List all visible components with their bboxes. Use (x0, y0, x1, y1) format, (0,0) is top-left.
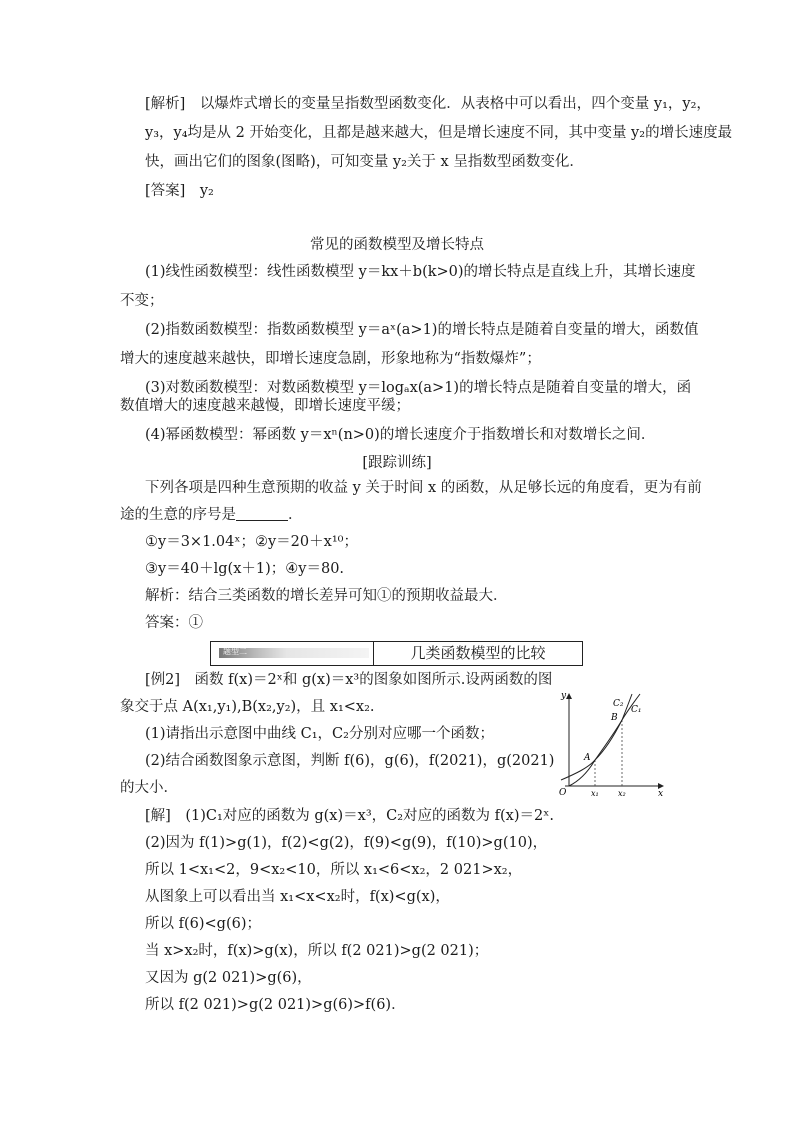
model-exponential-line-2: 增大的速度越来越快，即增长速度急剧，形象地称为“指数爆炸”； (120, 351, 541, 367)
training-heading: [跟踪训练] (362, 455, 432, 471)
model-log-line-2: 数值增大的速度越来越慢，即增长速度平缓； (120, 398, 410, 414)
solution-line-4: 从图象上可以看出当 x₁<x<x₂时，f(x)<g(x)， (145, 889, 450, 905)
answer-blank (236, 506, 288, 521)
topic-tag (211, 642, 374, 665)
model-exponential-line-1: (2)指数函数模型：指数函数模型 y＝aˣ(a>1)的增长特点是随着自变量的增大，函数值 (145, 322, 699, 338)
solution-line-2: (2)因为 f(1)>g(1)，f(2)<g(2)，f(9)<g(9)，f(10)>g(10)， (145, 835, 548, 851)
x-axis-label: x (658, 789, 664, 799)
point-b-label: B (611, 713, 618, 723)
question-end: ． (288, 507, 303, 523)
c2-label: C₂ (613, 699, 624, 709)
training-question-line-2 (120, 505, 303, 525)
model-linear-line-1: (1)线性函数模型：线性函数模型 y＝kx＋b(k>0)的增长特点是直线上升，其增长速度 (145, 264, 696, 280)
topic-title: 几类函数模型的比较 (410, 644, 546, 662)
training-question-line-1: 下列各项是四种生意预期的收益 y 关于时间 x 的函数，从足够长远的角度看，更为有前 (145, 480, 702, 496)
example-part-2-end: 的大小． (120, 780, 178, 796)
training-answer: 答案：① (145, 615, 203, 631)
option-line-2: ③y＝40＋lg(x＋1)；④y＝80. (145, 561, 345, 577)
solution-line-8: 所以 f(2 021)>g(2 021)>g(6)>f(6)． (145, 997, 406, 1013)
analysis-line-3: 快，画出它们的图象(图略)，可知变量 y₂关于 x 呈指数型函数变化． (145, 154, 584, 170)
topic-tag-label: 题型二 (223, 647, 247, 656)
example-line-2: 象交于点 A(x₁,y₁),B(x₂,y₂)，且 x₁<x₂. (120, 699, 375, 715)
example-line-1: [例2] 函数 f(x)＝2ˣ和 g(x)＝x³的图象如图所示.设两函数的图 (145, 672, 553, 688)
analysis-line-1: [解析] 以爆炸式增长的变量呈指数型函数变化．从表格中可以看出，四个变量 y₁，y₂， (145, 96, 711, 112)
example-part-1: (1)请指出示意图中曲线 C₁，C₂分别对应哪一个函数； (145, 726, 494, 742)
solution-line-3: 所以 1<x₁<2，9<x₂<10，所以 x₁<6<x₂，2 021>x₂， (145, 862, 523, 878)
solution-line-6: 当 x>x₂时，f(x)>g(x)，所以 f(2 021)>g(2 021)； (145, 943, 489, 959)
example-part-2: (2)结合函数图象示意图，判断 f(6)，g(6)，f(2021)，g(2021) (145, 753, 555, 769)
training-analysis: 解析：结合三类函数的增长差异可知①的预期收益最大． (145, 588, 508, 604)
option-line-1: ①y＝3×1.04ˣ；②y＝20＋x¹⁰； (145, 534, 358, 550)
y-axis-label: y (561, 691, 567, 701)
question-text: 途的生意的序号是 (120, 507, 236, 523)
function-graph (555, 688, 670, 800)
answer-line: [答案] y₂ (145, 183, 214, 199)
x2-label: x₂ (618, 789, 626, 798)
c1-label: C₁ (631, 705, 642, 715)
analysis-line-2: y₃，y₄均是从 2 开始变化，且都是越来越大，但是增长速度不同，其中变量 y₂的增长速度最 (145, 125, 733, 141)
model-linear-line-2: 不变； (120, 293, 164, 309)
point-a-label: A (584, 753, 591, 763)
x1-label: x₁ (591, 789, 599, 798)
origin-label: O (559, 788, 567, 798)
solution-line-7: 又因为 g(2 021)>g(6)， (145, 970, 312, 986)
topic-bar (210, 641, 583, 666)
solution-line-1: [解] (1)C₁对应的函数为 g(x)＝x³，C₂对应的函数为 f(x)＝2ˣ. (145, 808, 554, 824)
solution-line-5: 所以 f(6)<g(6)； (145, 916, 261, 932)
curve-c1 (569, 694, 640, 786)
section-title: 常见的函数模型及增长特点 (310, 237, 484, 253)
model-log-line-1: (3)对数函数模型：对数函数模型 y＝logₐx(a>1)的增长特点是随着自变量的增大，函 (145, 380, 692, 396)
model-power-line: (4)幂函数模型：幂函数 y＝xⁿ(n>0)的增长速度介于指数增长和对数增长之间． (145, 427, 656, 443)
